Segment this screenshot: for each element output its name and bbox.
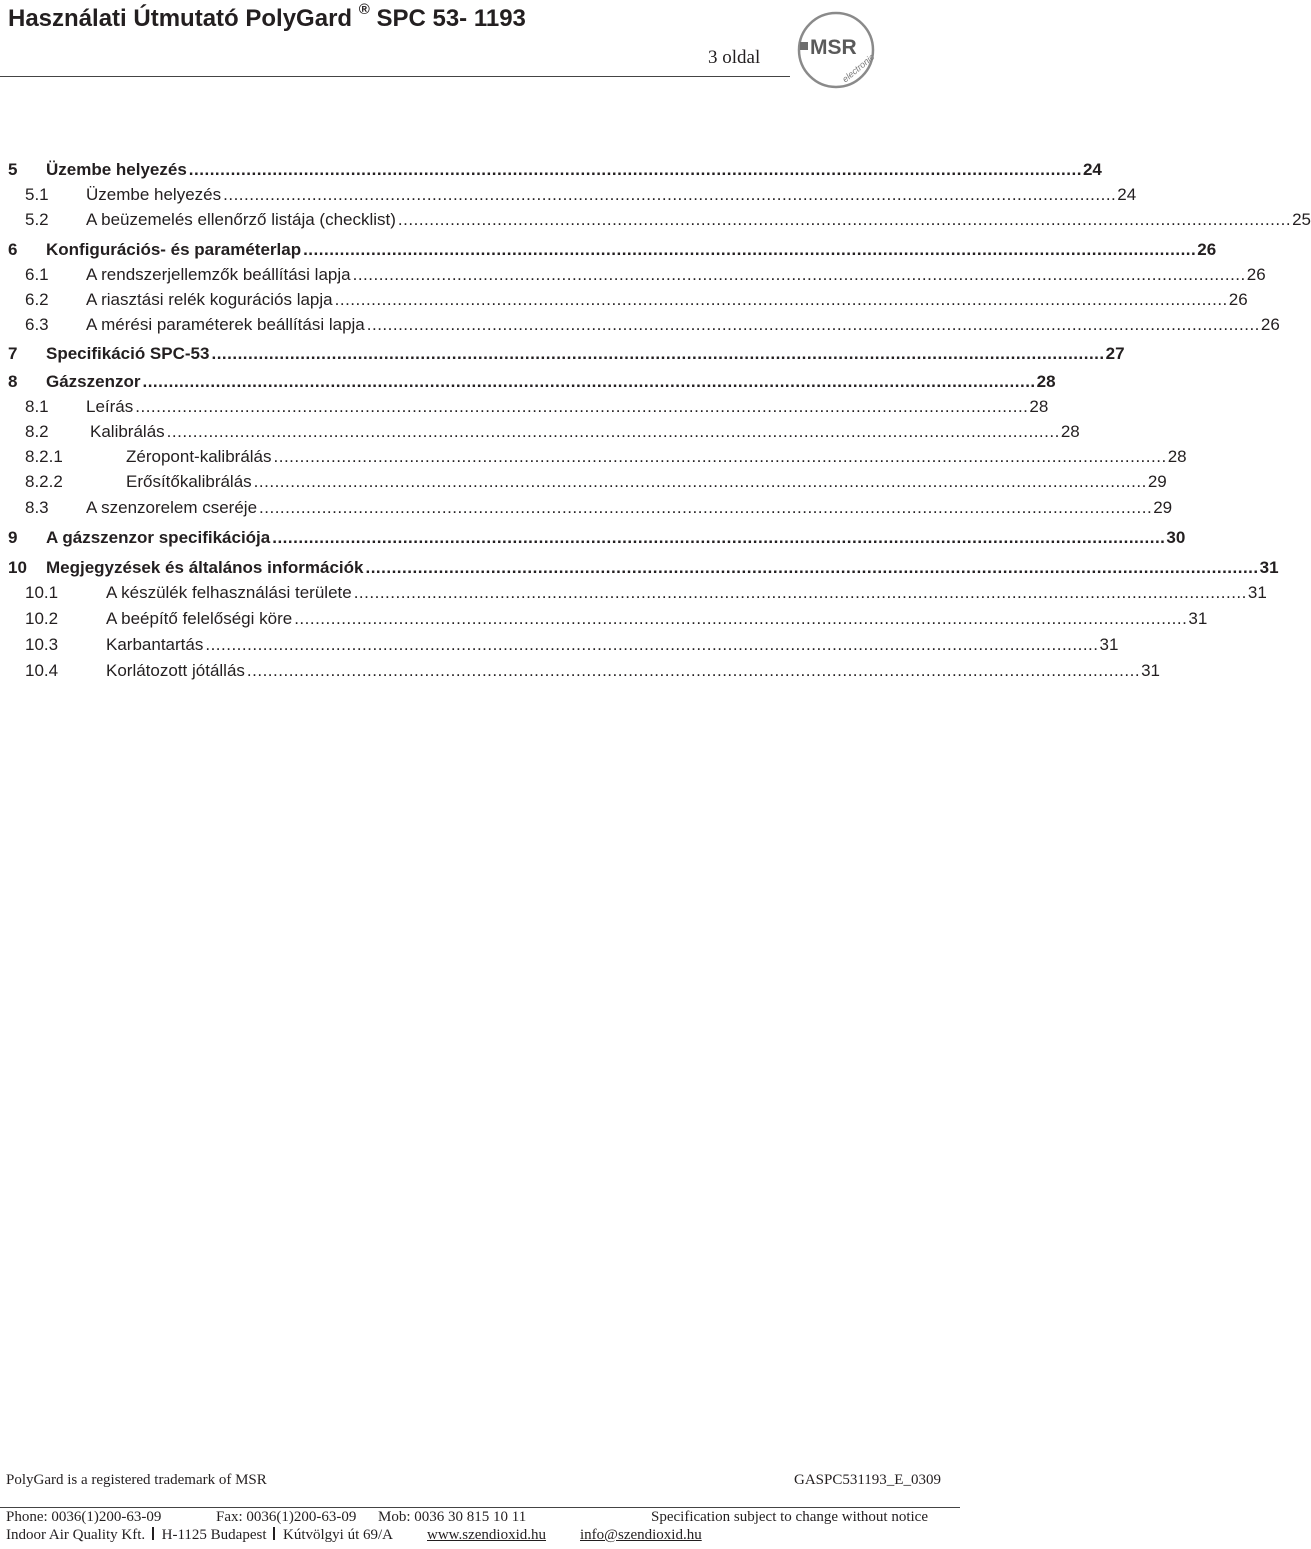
toc-entry-number: 5 [8,160,18,179]
toc-entry[interactable] [0,470,1167,494]
toc-entry-title: Üzembe helyezés [86,185,222,204]
toc-entry[interactable] [0,263,1266,287]
toc-entry-title: A szenzorelem cseréje [86,498,258,517]
phone-number: Phone: 0036(1)200-63-09 [6,1509,162,1525]
toc-entry[interactable] [0,395,1049,419]
toc-leader-dots: ........................................................................................................................................................................... [166,422,1060,441]
toc-entry[interactable] [0,496,1173,520]
toc-entry-page: 31 [1099,635,1119,654]
toc-leader-dots: ........................................................................................................................................................................... [205,635,1099,654]
toc-entry-title: Erősítőkalibrálás [126,472,252,491]
toc-entry[interactable] [0,238,1217,262]
toc-entry-number: 10 [8,558,27,577]
toc-entry-title: Karbantartás [106,635,204,654]
toc-entry-title: A beépítő felelőségi köre [106,609,293,628]
toc-entry-number: 8.2 [25,422,49,441]
company-street: Kútvölgyi út 69/A [283,1527,394,1543]
toc-leader-dots: ........................................................................................................................................................................... [259,498,1153,517]
toc-entry-number: 5.1 [25,185,49,204]
toc-entry-page: 31 [1141,661,1160,680]
toc-entry-title: A rendszerjellemzők beállítási lapja [86,265,351,284]
model-text: SPC 53- 1193 [376,5,526,32]
toc-entry-page: 26 [1197,240,1217,259]
toc-entry-title: Gázszenzor [46,372,141,391]
logo-text: MSR [810,36,857,59]
toc-entry-page: 30 [1166,528,1186,547]
website-link[interactable]: www.szendioxid.hu [427,1527,547,1543]
toc-entry-page: 29 [1153,498,1173,517]
toc-entry-page: 28 [1036,372,1056,391]
toc-entry-page: 25 [1292,210,1311,229]
toc-entry-number: 8.3 [25,498,49,517]
toc-leader-dots: ........................................................................................................................................................................... [334,290,1228,309]
toc-entry[interactable] [0,607,1208,631]
toc-entry-number: 8 [8,372,18,391]
toc-entry-title: Kalibrálás [90,422,165,441]
toc-entry-title: Konfigurációs- és paraméterlap [46,240,302,259]
toc-entry-number: 10.1 [25,583,59,602]
toc-entry[interactable] [0,659,1160,683]
toc-entry-title: Zéropont-kalibrálás [126,447,272,466]
toc-entry-number: 6.1 [25,265,49,284]
toc-leader-dots: ........................................................................................................................................................................... [142,372,1036,391]
company-line [6,1527,393,1544]
toc-entry[interactable] [0,183,1137,207]
toc-entry-title: Megjegyzések és általános információk [46,558,364,577]
table-of-contents [0,0,1311,760]
toc-leader-dots: ........................................................................................................................................................................... [273,447,1167,466]
toc-entry[interactable] [0,313,1280,337]
toc-entry-page: 27 [1105,344,1125,363]
registered-mark: ® [358,1,370,18]
toc-leader-dots: ........................................................................................................................................................................... [246,661,1141,680]
toc-entry[interactable] [0,556,1279,580]
toc-leader-dots: ........................................................................................................................................................................... [353,583,1247,602]
toc-entry-title: A készülék felhasználási területe [106,583,352,602]
toc-leader-dots: ........................................................................................................................................................................... [366,315,1260,334]
logo-subtext: electronic [840,51,877,85]
toc-entry[interactable] [0,208,1311,232]
company-address: H-1125 Budapest [161,1527,267,1543]
toc-entry-page: 26 [1228,290,1248,309]
toc-leader-dots: ........................................................................................................................................................................... [135,397,1029,416]
toc-entry-number: 5.2 [25,210,49,229]
toc-leader-dots: ........................................................................................................................................................................... [253,472,1147,491]
toc-entry-title: A mérési paraméterek beállítási lapja [86,315,365,334]
separator-bar [152,1527,154,1540]
toc-leader-dots: ........................................................................................................................................................................... [294,609,1188,628]
page-number-label: 3 oldal [708,47,761,68]
email-link[interactable]: info@szendioxid.hu [580,1527,702,1543]
footer-divider [0,1507,960,1508]
toc-entry-number: 10.2 [25,609,59,628]
toc-entry-title: A gázszenzor specifikációja [46,528,271,547]
toc-entry-number: 8.2.2 [25,472,63,491]
toc-entry-title: A riasztási relék kogurációs lapja [86,290,333,309]
toc-entry-number: 7 [8,344,18,363]
toc-leader-dots: ........................................................................................................................................................................... [303,240,1197,259]
mobile-number: Mob: 0036 30 815 10 11 [378,1509,527,1525]
toc-entry-number: 10.3 [25,635,59,654]
toc-entry[interactable] [0,370,1056,394]
toc-entry-page: 28 [1167,447,1187,466]
toc-entry-page: 31 [1247,583,1267,602]
toc-entry[interactable] [0,420,1080,444]
toc-leader-dots: ........................................................................................................................................................................... [365,558,1259,577]
title-text: Használati Útmutató PolyGard [8,5,353,32]
toc-entry[interactable] [0,526,1186,550]
spec-notice: Specification subject to change without notice [651,1509,929,1525]
toc-entry-page: 24 [1117,185,1137,204]
toc-entry-number: 8.2.1 [25,447,63,466]
toc-entry-page: 31 [1188,609,1208,628]
toc-entry-page: 28 [1060,422,1080,441]
toc-entry-page: 24 [1082,160,1102,179]
document-code: GASPC531193_E_0309 [794,1472,941,1488]
toc-entry-number: 9 [8,528,18,547]
toc-leader-dots: ........................................................................................................................................................................... [188,160,1082,179]
toc-entry-number: 6 [8,240,18,259]
toc-entry-title: Specifikáció SPC-53 [46,344,210,363]
fax-number: Fax: 0036(1)200-63-09 [216,1509,357,1525]
toc-entry-title: Korlátozott jótállás [106,661,245,680]
toc-entry-number: 10.4 [25,661,59,680]
toc-entry-page: 28 [1029,397,1049,416]
toc-entry[interactable] [0,445,1187,469]
toc-entry-page: 26 [1246,265,1266,284]
toc-entry-number: 6.3 [25,315,49,334]
toc-entry-number: 6.2 [25,290,49,309]
toc-entry[interactable] [0,581,1267,605]
toc-entry[interactable] [0,288,1248,312]
toc-entry-page: 31 [1259,558,1279,577]
toc-entry-title: A beüzemelés ellenőrző listája (checklist) [86,210,396,229]
toc-leader-dots: ........................................................................................................................................................................... [397,210,1292,229]
company-name: Indoor Air Quality Kft. [6,1527,146,1543]
toc-leader-dots: ........................................................................................................................................................................... [211,344,1105,363]
trademark-note: PolyGard is a registered trademark of MSR [6,1472,267,1488]
toc-entry[interactable] [0,342,1125,366]
toc-leader-dots: ........................................................................................................................................................................... [352,265,1246,284]
toc-entry-title: Üzembe helyezés [46,160,187,179]
toc-leader-dots: ........................................................................................................................................................................... [272,528,1166,547]
toc-entry-page: 29 [1147,472,1167,491]
toc-entry[interactable] [0,158,1102,182]
page-footer [0,1460,960,1549]
toc-leader-dots: ........................................................................................................................................................................... [223,185,1117,204]
toc-entry-page: 26 [1260,315,1280,334]
toc-entry-number: 8.1 [25,397,49,416]
separator-bar [273,1527,275,1540]
toc-entry[interactable] [0,633,1119,657]
toc-entry-title: Leírás [86,397,134,416]
